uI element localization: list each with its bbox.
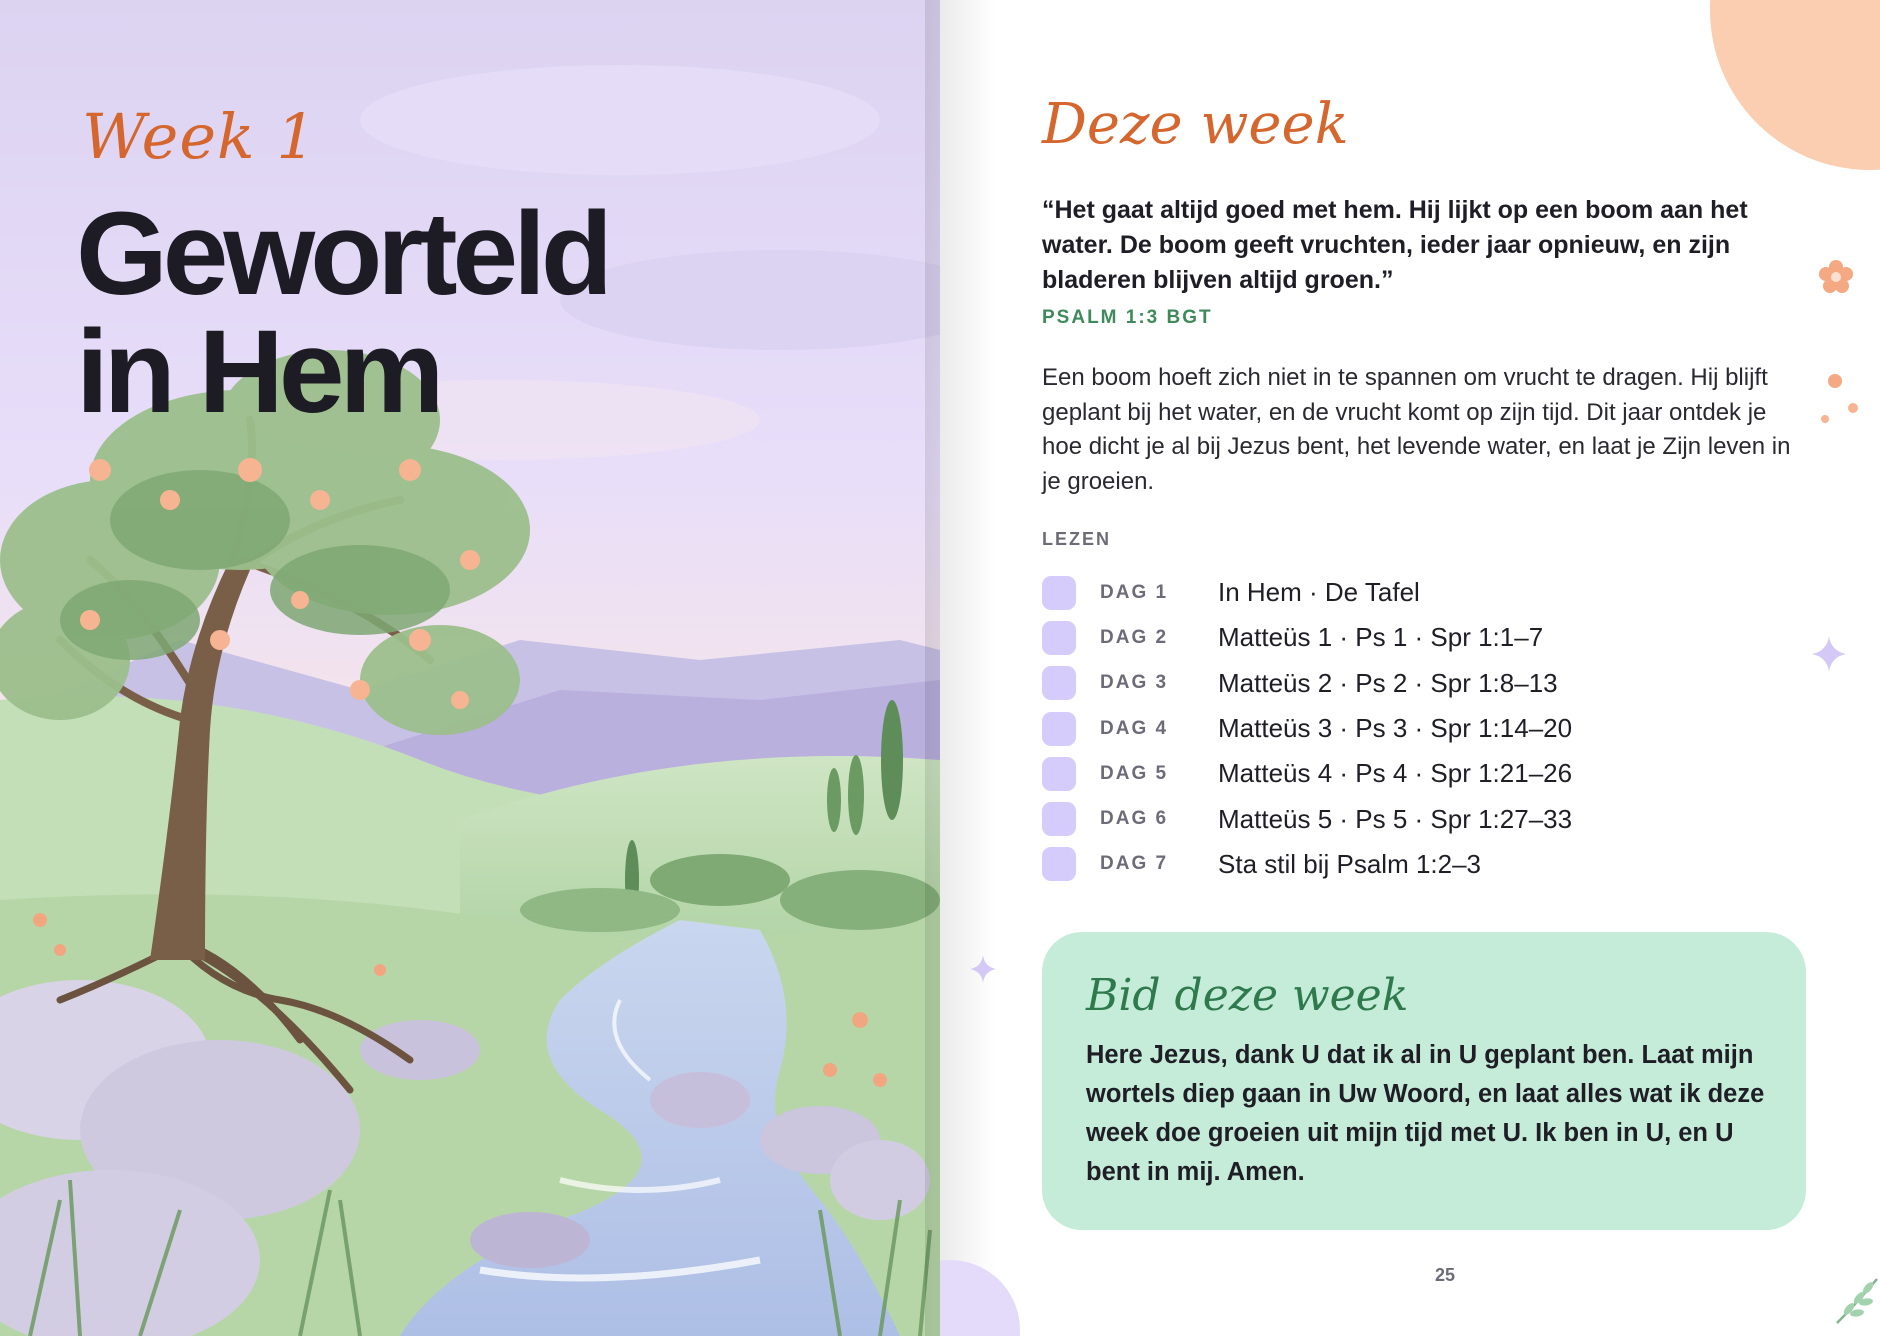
reading-text: Sta stil bij Psalm 1:2–3 bbox=[1218, 848, 1482, 879]
intro-paragraph: Een boom hoeft zich niet in te spannen om vrucht te dragen. Hij blijft geplant bij het water, en de vrucht komt op zijn tijd. Dit jaar ontdek je hoe dicht je al bij Jezus bent, het levende water, en laat je Zijn leven in je groeien. bbox=[1042, 364, 1791, 495]
page-title-line-1: Geworteld bbox=[76, 188, 608, 320]
day-label: DAG 4 bbox=[1100, 717, 1169, 739]
page-title bbox=[76, 188, 836, 438]
reading-checkbox[interactable] bbox=[1042, 847, 1076, 881]
day-label: DAG 2 bbox=[1100, 626, 1169, 648]
leaf-sprig-icon bbox=[1835, 1275, 1880, 1325]
page-number: 25 bbox=[1434, 1265, 1456, 1285]
day-label: DAG 5 bbox=[1100, 762, 1169, 784]
page-title-line-2: in Hem bbox=[76, 306, 440, 438]
day-label: DAG 3 bbox=[1100, 672, 1169, 694]
lavender-circle-decoration bbox=[940, 1260, 1020, 1336]
prayer-heading: Bid deze week bbox=[1086, 970, 1409, 1021]
prayer-card bbox=[1042, 932, 1806, 1230]
flower-icon bbox=[1818, 259, 1854, 295]
week-label: Week 1 bbox=[82, 100, 317, 173]
reading-item bbox=[1042, 615, 1822, 660]
day-label: DAG 6 bbox=[1100, 808, 1169, 830]
reading-checkbox[interactable] bbox=[1042, 757, 1076, 791]
reading-checkbox[interactable] bbox=[1042, 802, 1076, 836]
reading-item bbox=[1042, 706, 1822, 751]
reading-plan-list bbox=[1042, 570, 1822, 887]
scripture-reference: PSALM 1:3 BGT bbox=[1042, 307, 1213, 328]
reading-checkbox[interactable] bbox=[1042, 621, 1076, 655]
reading-checkbox[interactable] bbox=[1042, 666, 1076, 700]
reading-item bbox=[1042, 796, 1822, 841]
day-label: DAG 1 bbox=[1100, 581, 1169, 603]
section-heading: Deze week bbox=[1042, 92, 1349, 157]
reading-text: Matteüs 1 · Ps 1 · Spr 1:1–7 bbox=[1218, 622, 1544, 653]
reading-checkbox[interactable] bbox=[1042, 712, 1076, 746]
reading-item bbox=[1042, 751, 1822, 796]
reading-text: Matteüs 4 · Ps 4 · Spr 1:21–26 bbox=[1218, 758, 1573, 789]
reading-item bbox=[1042, 842, 1822, 887]
reading-checkbox[interactable] bbox=[1042, 576, 1076, 610]
reading-text: Matteüs 3 · Ps 3 · Spr 1:14–20 bbox=[1218, 713, 1573, 744]
reading-text: Matteüs 5 · Ps 5 · Spr 1:27–33 bbox=[1218, 803, 1573, 834]
reading-item bbox=[1042, 661, 1822, 706]
day-label: DAG 7 bbox=[1100, 853, 1169, 875]
prayer-text: Here Jezus, dank U dat ik al in U geplant ben. Laat mijn wortels diep gaan in Uw Woord, en laat alles wat ik deze week doe groeien uit mijn tijd met U. Ik ben in U, en U bent in mij. Amen. bbox=[1086, 1041, 1765, 1186]
sparkle-icon bbox=[970, 955, 996, 983]
reading-text: In Hem · De Tafel bbox=[1218, 577, 1420, 608]
scripture-quote: “Het gaat altijd goed met hem. Hij lijkt op een boom aan het water. De boom geeft vruchten, ieder jaar opnieuw, en zijn bladeren blijven altijd groen.” bbox=[1042, 196, 1748, 294]
peach-circle-decoration bbox=[1710, 0, 1880, 170]
reading-text: Matteüs 2 · Ps 2 · Spr 1:8–13 bbox=[1218, 667, 1558, 698]
dots-decoration bbox=[1815, 372, 1865, 432]
right-page bbox=[940, 0, 1880, 1336]
reading-plan-label: LEZEN bbox=[1042, 529, 1112, 549]
reading-item bbox=[1042, 570, 1822, 615]
